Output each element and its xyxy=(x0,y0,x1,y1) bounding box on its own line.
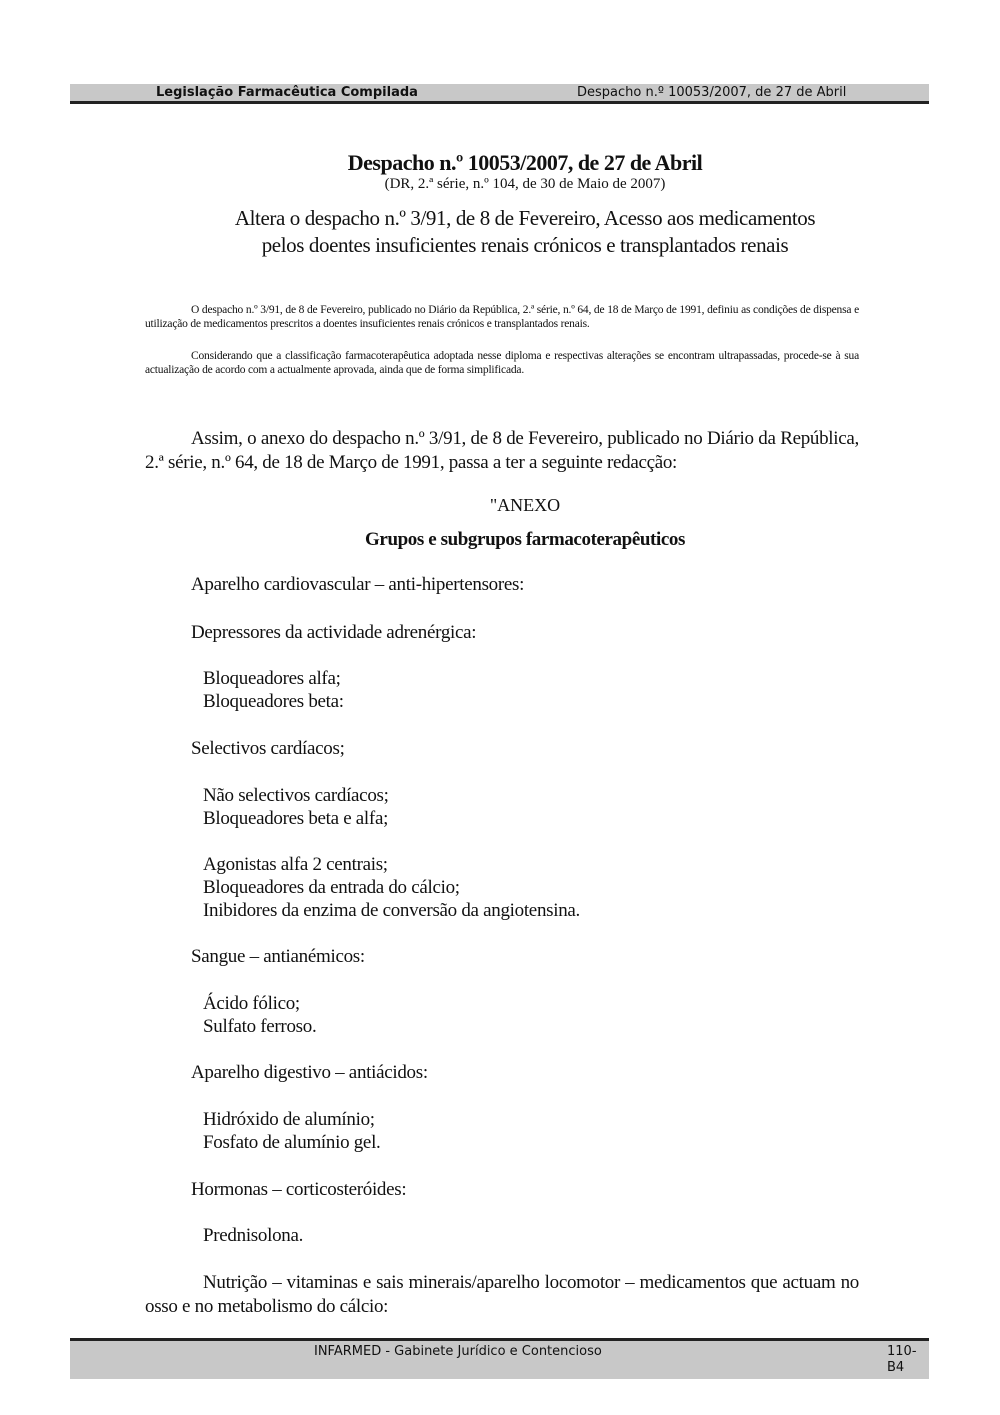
list-item: Bloqueadores beta: xyxy=(203,691,344,712)
list-item: Agonistas alfa 2 centrais; xyxy=(203,854,388,875)
document-title: Despacho n.º 10053/2007, de 27 de Abril xyxy=(347,150,703,175)
page-number: 110-B4 xyxy=(887,1344,917,1375)
list-item: Selectivos cardíacos; xyxy=(191,738,345,759)
list-item: Bloqueadores da entrada do cálcio; xyxy=(203,877,460,898)
paragraph-considerando: Considerando que a classificação farmacoterapêutica adoptada nesse diploma e respectivas alterações se encontram ultrapassadas, procede-se à sua actualização de acordo com a actualmente aprovada, ainda que de forma simplificada. xyxy=(145,350,859,376)
paragraph-intro: O despacho n.º 3/91, de 8 de Fevereiro, publicado no Diário da República, 2.ª série, n.º 64, de 18 de Março de 1991, definiu as condições de dispensa e utilização de medicamentos prescritos a doentes insuficientes renais crónicos e transplantados renais. xyxy=(145,304,859,330)
list-item: Bloqueadores beta e alfa; xyxy=(203,808,389,829)
list-item: Hormonas – corticosteróides: xyxy=(191,1179,407,1200)
anexo-label: "ANEXO xyxy=(489,495,561,515)
anexo-heading: Grupos e subgrupos farmacoterapêuticos xyxy=(365,529,685,550)
list-item: Aparelho cardiovascular – anti-hipertensores: xyxy=(191,574,525,595)
paragraph-nutricao: Nutrição – vitaminas e sais minerais/aparelho locomotor – medicamentos que actuam no osso e no metabolismo do cálcio: xyxy=(145,1272,859,1317)
list-item: Não selectivos cardíacos; xyxy=(203,785,389,806)
list-item: Depressores da actividade adrenérgica: xyxy=(191,622,477,643)
page-footer xyxy=(70,1338,929,1379)
document-summary xyxy=(145,205,905,259)
list-item: Hidróxido de alumínio; xyxy=(203,1109,375,1130)
footer-organization: INFARMED - Gabinete Jurídico e Contencioso xyxy=(314,1344,602,1359)
header-publication-title: Legislação Farmacêutica Compilada xyxy=(156,85,418,100)
paragraph-assim: Assim, o anexo do despacho n.º 3/91, de 8 de Fevereiro, publicado no Diário da República, 2.ª série, n.º 64, de 18 de Março de 1991, passa a ter a seguinte redacção: xyxy=(145,428,859,473)
list-item: Sulfato ferroso. xyxy=(203,1016,317,1037)
list-item: Bloqueadores alfa; xyxy=(203,668,341,689)
list-item: Aparelho digestivo – antiácidos: xyxy=(191,1062,428,1083)
document-subtitle: (DR, 2.ª série, n.º 104, de 30 de Maio de 2007) xyxy=(384,176,666,192)
page-header xyxy=(70,84,929,104)
list-item: Ácido fólico; xyxy=(203,993,300,1014)
list-item: Inibidores da enzima de conversão da angiotensina. xyxy=(203,900,580,921)
header-document-reference: Despacho n.º 10053/2007, de 27 de Abril xyxy=(577,85,847,100)
list-item: Fosfato de alumínio gel. xyxy=(203,1132,381,1153)
summary-line-1: Altera o despacho n.º 3/91, de 8 de Fevereiro, Acesso aos medicamentos xyxy=(234,206,816,230)
list-item: Prednisolona. xyxy=(203,1225,304,1246)
summary-line-2: pelos doentes insuficientes renais crónicos e transplantados renais xyxy=(261,233,789,257)
list-item: Sangue – antianémicos: xyxy=(191,946,365,967)
